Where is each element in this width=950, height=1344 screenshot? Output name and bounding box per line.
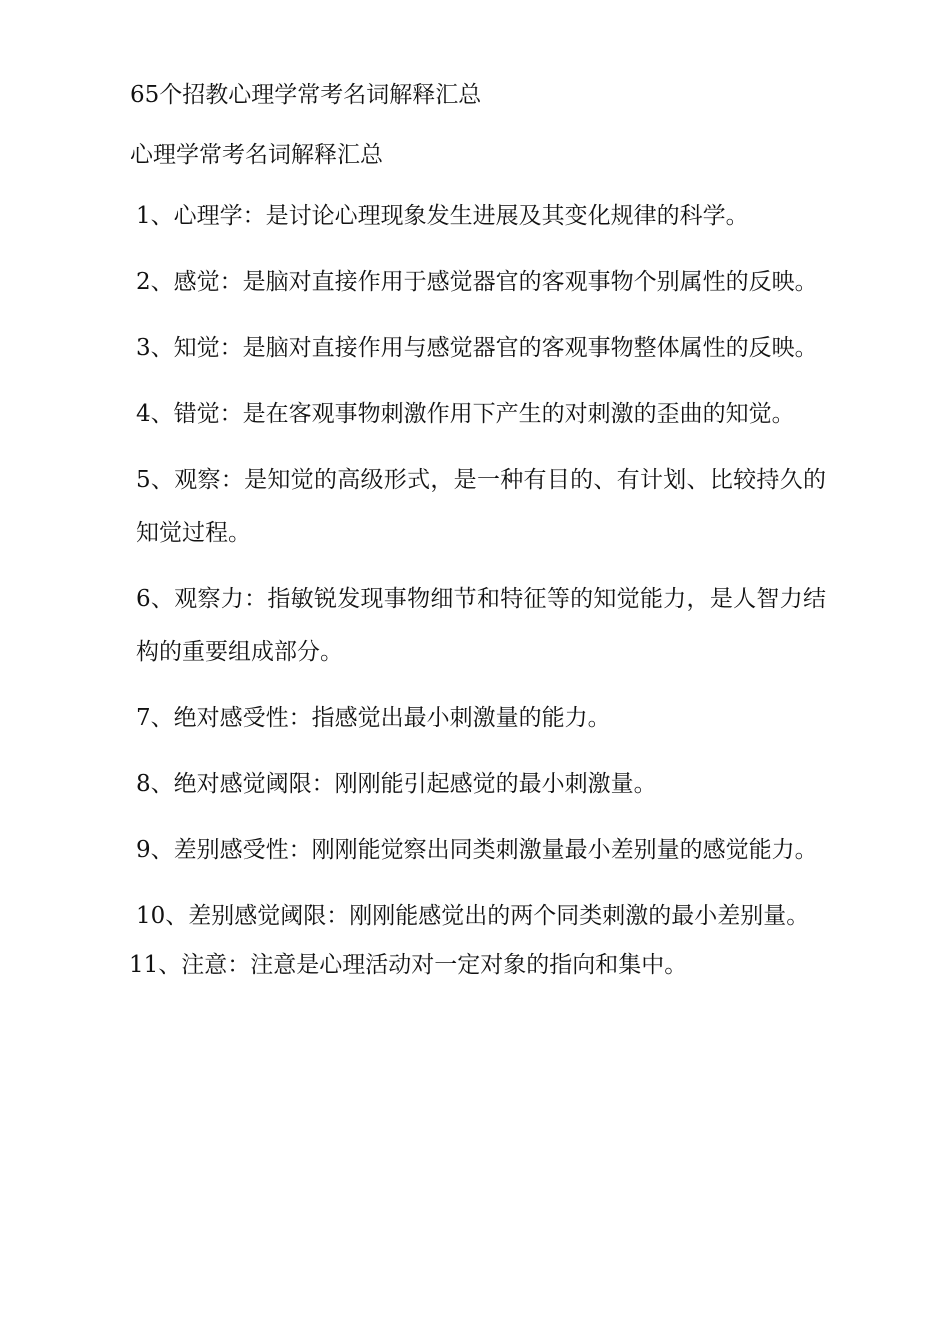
- document-title: 65个招教心理学常考名词解释汇总: [130, 82, 482, 108]
- definition-item: 11、注意：注意是心理活动对一定对象的指向和集中。: [129, 952, 688, 978]
- definition-item: 3、知觉：是脑对直接作用与感觉器官的客观事物整体属性的反映。: [136, 335, 818, 361]
- definition-item: 8、绝对感觉阈限：刚刚能引起感觉的最小刺激量。: [136, 771, 657, 797]
- definition-item: 7、绝对感受性：指感觉出最小刺激量的能力。: [136, 705, 611, 731]
- definition-item: 6、观察力：指敏锐发现事物细节和特征等的知觉能力，是人智力结构的重要组成部分。: [136, 586, 826, 665]
- document-subtitle: 心理学常考名词解释汇总: [130, 142, 383, 168]
- definition-item: 10、差别感觉阈限：刚刚能感觉出的两个同类刺激的最小差别量。: [136, 903, 810, 929]
- definition-list: [129, 190, 826, 1000]
- definition-item: 4、错觉：是在客观事物刺激作用下产生的对刺激的歪曲的知觉。: [136, 401, 795, 427]
- definition-item: 9、差别感受性：刚刚能觉察出同类刺激量最小差别量的感觉能力。: [136, 837, 818, 863]
- definition-item: 5、观察：是知觉的高级形式，是一种有目的、有计划、比较持久的知觉过程。: [136, 467, 826, 546]
- definition-item: 1、心理学：是讨论心理现象发生进展及其变化规律的科学。: [136, 203, 749, 229]
- definition-item: 2、感觉：是脑对直接作用于感觉器官的客观事物个别属性的反映。: [136, 269, 818, 295]
